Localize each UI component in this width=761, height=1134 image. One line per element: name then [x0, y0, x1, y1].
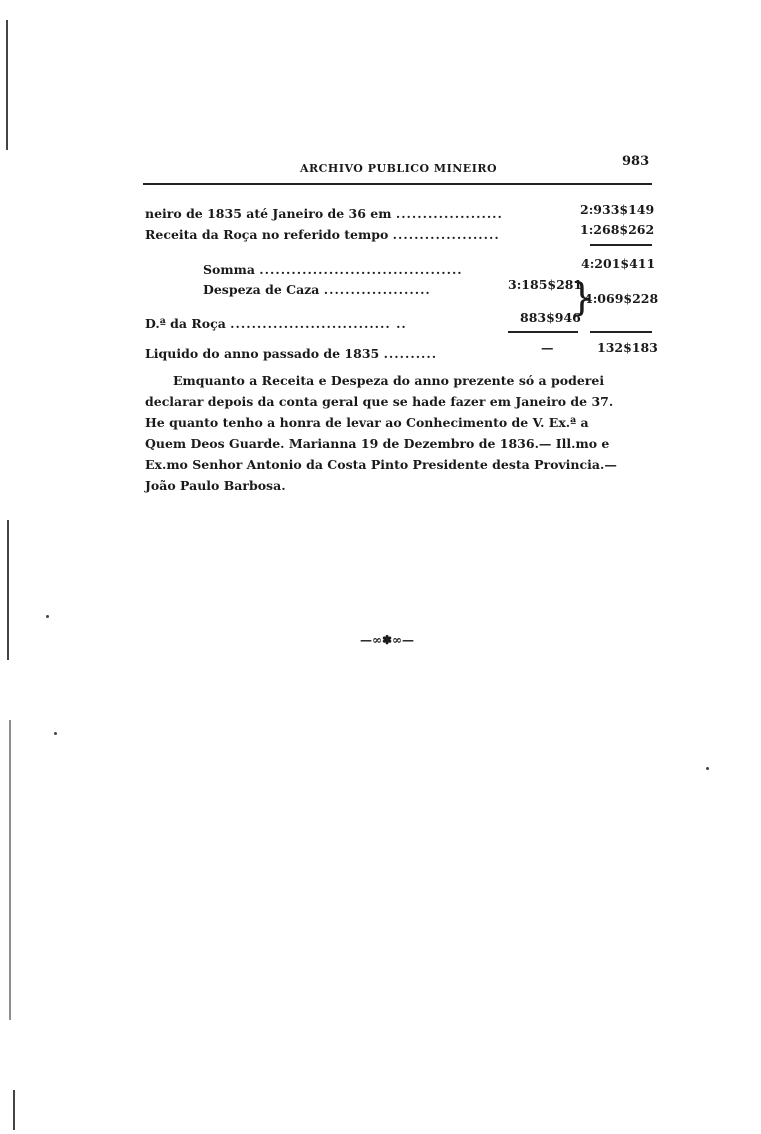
ledger-label: Receita da Roça no referido tempo: [145, 227, 389, 242]
leader-dots: ......................................: [259, 262, 463, 277]
speck: [46, 615, 49, 618]
left-edge-mark-low: [9, 720, 11, 1020]
speck: [706, 767, 709, 770]
left-edge-mark-top: [6, 20, 8, 150]
leader-dots: ....................: [323, 282, 431, 297]
sum-rule: [590, 244, 652, 246]
ledger-label: D.ª da Roça: [145, 316, 226, 331]
ledger-row-5-amount: 883$946: [520, 310, 581, 325]
paragraph-line: He quanto tenho a honra de levar ao Conhecimento de V. Ex.ª a: [145, 415, 589, 430]
leader-dots: ....................: [395, 206, 503, 221]
ledger-row-1-amount: 2:933$149: [580, 202, 655, 217]
ledger-row-6-dash: —: [541, 340, 554, 355]
paragraph-line: Quem Deos Guarde. Marianna 19 de Dezembro de 1836.— Ill.mo e: [145, 436, 610, 451]
ledger-row-6-label: [145, 346, 437, 361]
ledger-label: Liquido do anno passado de 1835: [145, 346, 380, 361]
ledger-row-2-label: [145, 227, 500, 242]
ledger-label: Somma: [203, 262, 255, 277]
leader-dots: ..........: [383, 346, 438, 361]
header-rule: [143, 183, 652, 185]
body-paragraph: [145, 370, 655, 496]
ledger-total-amount: 4:069$228: [584, 291, 659, 306]
running-header-title: ARCHIVO PUBLICO MINEIRO: [300, 162, 498, 175]
page-number: 983: [622, 154, 650, 169]
ledger-row-6-amount: 132$183: [597, 340, 658, 355]
paragraph-line: declarar depois da conta geral que se hade fazer em Janeiro de 37.: [145, 394, 614, 409]
ledger-label: Despeza de Caza: [203, 282, 320, 297]
grouping-brace: }: [570, 275, 595, 319]
subtotal-rule-left: [508, 331, 578, 333]
closing-ornament: —∞✽∞—: [360, 633, 415, 647]
ledger-row-3-amount: 4:201$411: [581, 256, 656, 271]
leader-dots: ....................: [392, 227, 500, 242]
ledger-row-1-label: [145, 206, 503, 221]
ledger-row-3-label: [203, 262, 463, 277]
leader-dots: .............................. ..: [230, 316, 407, 331]
left-edge-mark-bottom: [13, 1090, 15, 1130]
left-edge-mark-mid: [7, 520, 9, 660]
speck: [54, 732, 57, 735]
paragraph-line: João Paulo Barbosa.: [145, 478, 286, 493]
ledger-row-2-amount: 1:268$262: [580, 222, 655, 237]
ledger-row-4-amount: 3:185$281: [508, 277, 583, 292]
ledger-row-4-label: [203, 282, 431, 297]
ledger-row-5-label: [145, 316, 407, 331]
ledger-label: neiro de 1835 até Janeiro de 36 em: [145, 206, 392, 221]
paragraph-line: Ex.mo Senhor Antonio da Costa Pinto Presidente desta Provincia.—: [145, 457, 617, 472]
subtotal-rule-right: [590, 331, 652, 333]
paragraph-line: Emquanto a Receita e Despeza do anno prezente só a poderei: [173, 373, 605, 388]
